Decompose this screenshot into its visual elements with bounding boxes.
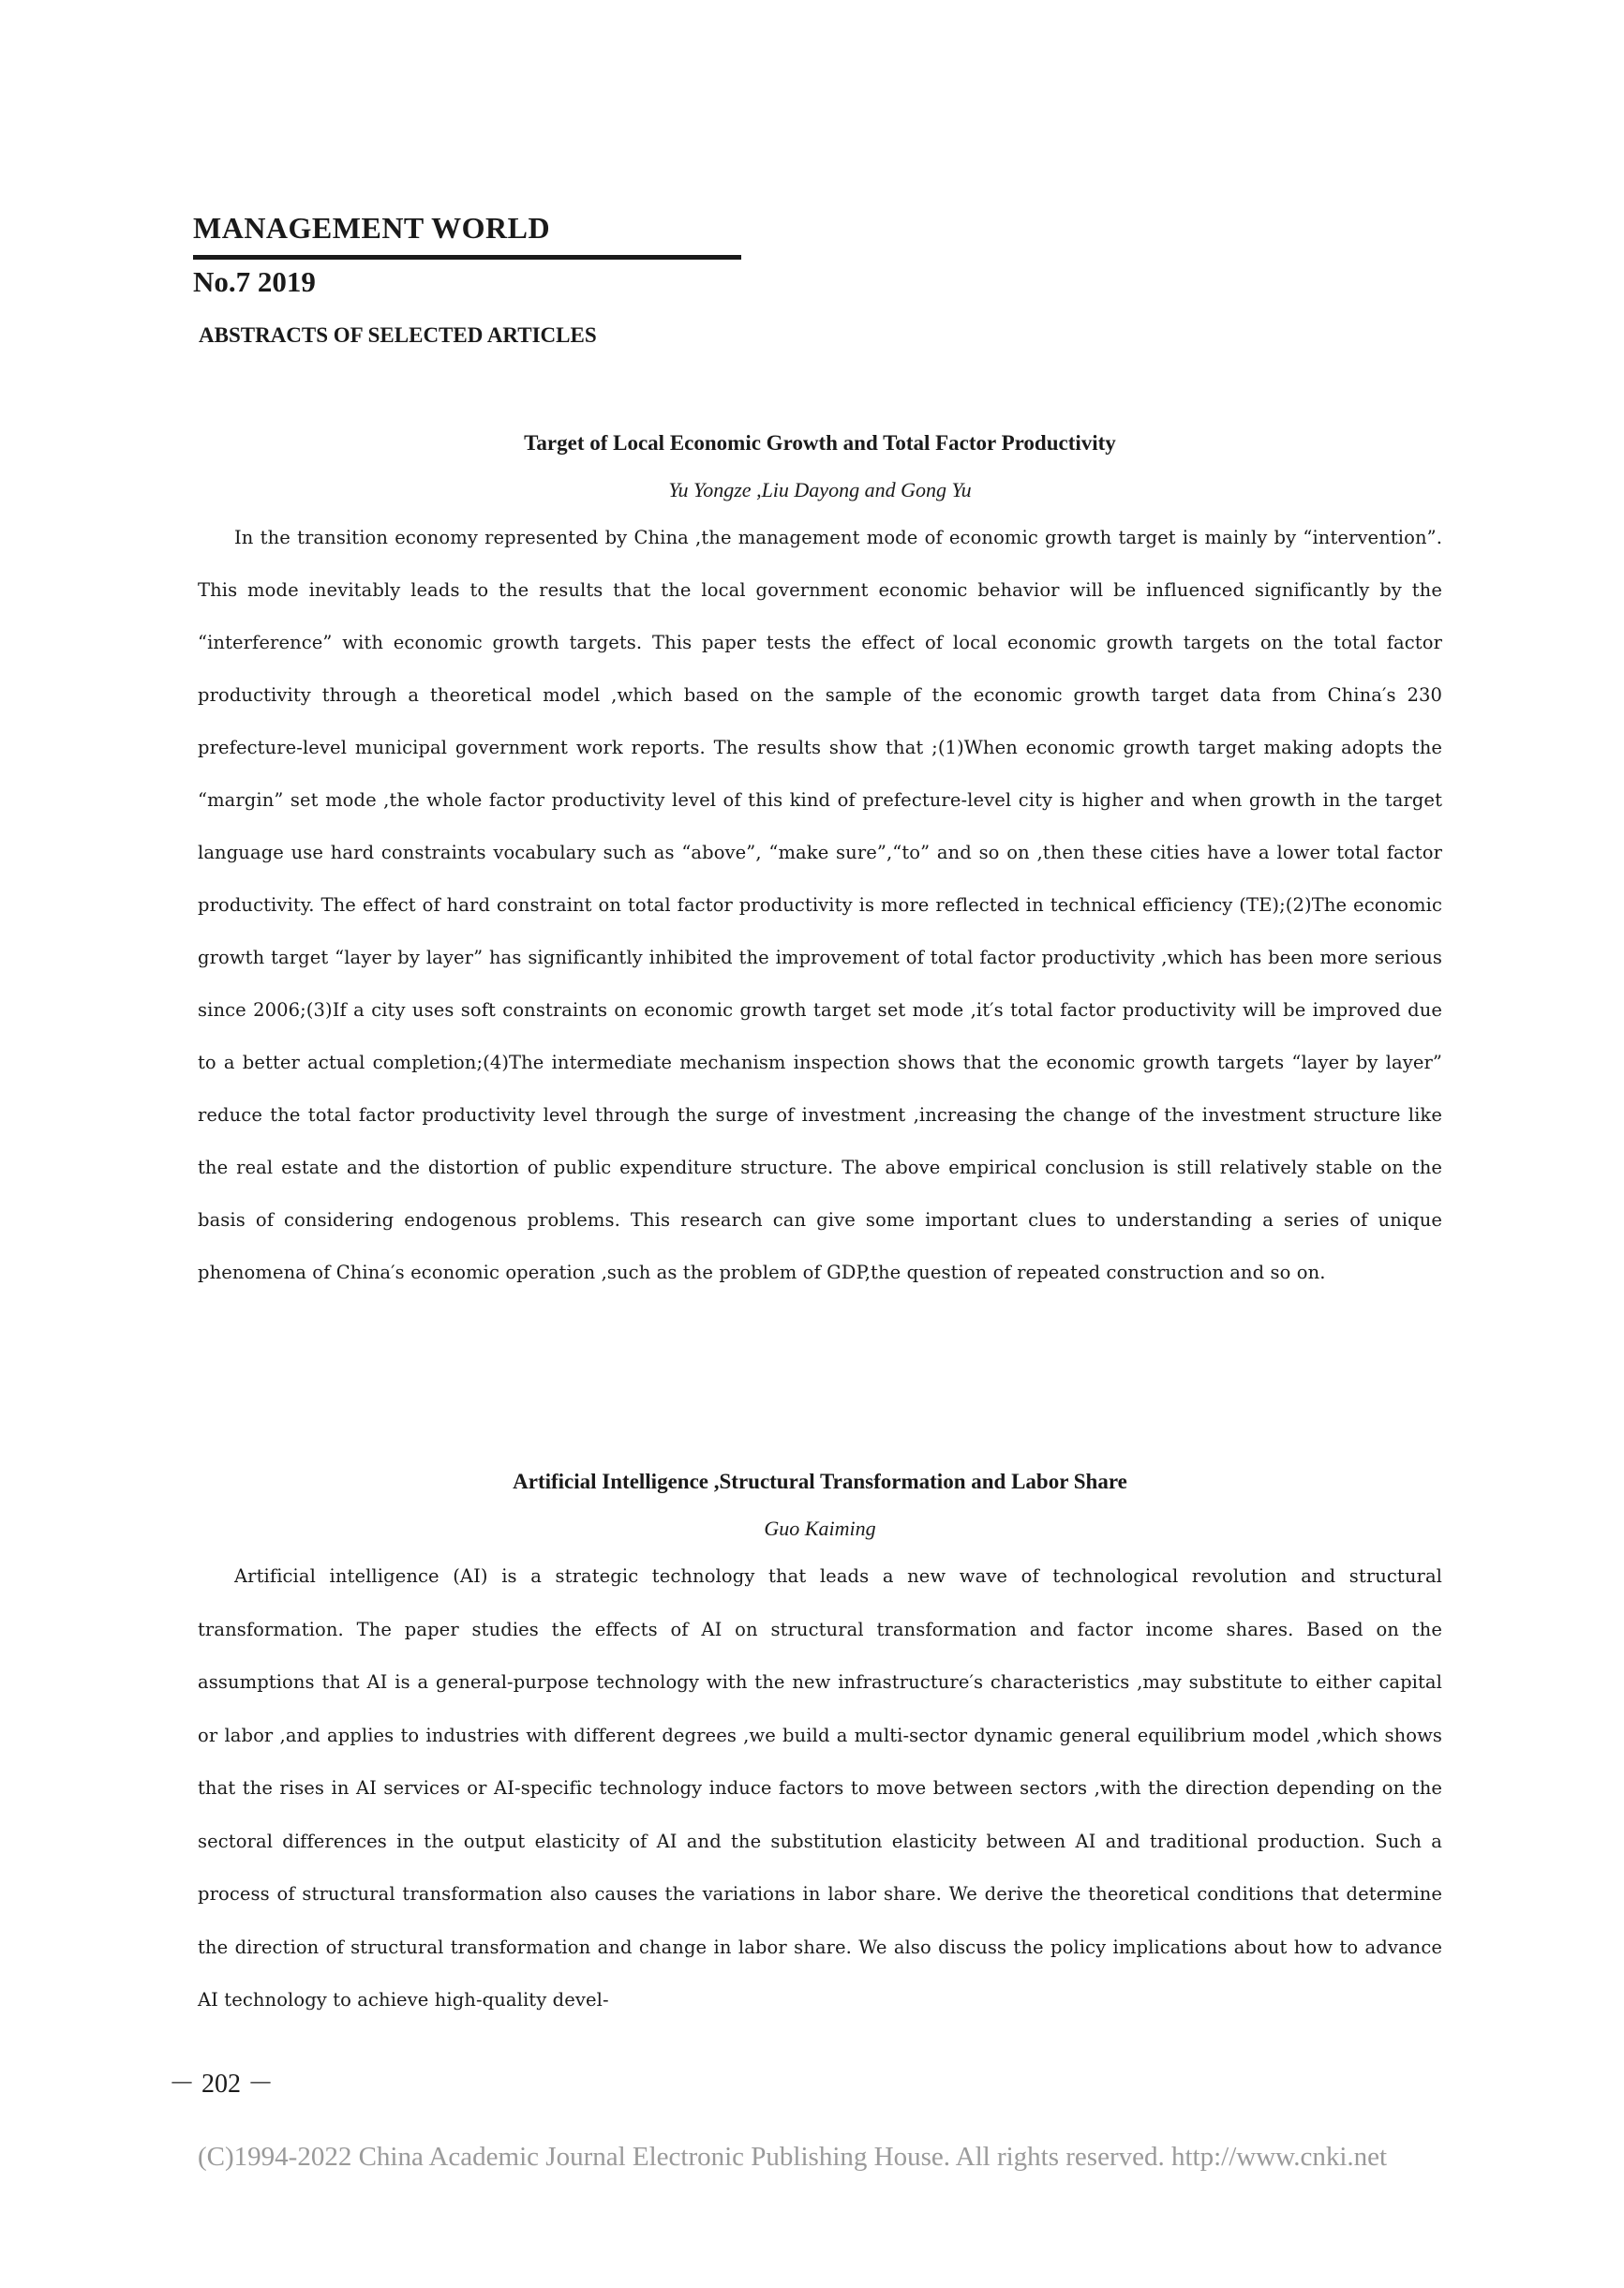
article-abstract: Artificial intelligence (AI) is a strategic technology that leads a new wave of technological revolution and structural transformation. The paper studies the effects of AI on structural transformation and factor income shares. Based on the assumptions that AI is a general-purpose technology with the new infrastructure′s characteristics ,may substitute to either capital or labor ,and applies to industries with different degrees ,we build a multi-sector dynamic general equilibrium model ,which shows that the rises in AI services or AI-specific technology induce factors to move between sectors ,with the direction depending on the sectoral differences in the output elasticity of AI and the substitution elasticity between AI and traditional production. Such a process of structural transformation also causes the variations in labor share. We derive the theoretical conditions that determine the direction of structural transformation and change in labor share. We also discuss the policy implications about how to advance AI technology to achieve high-quality devel-	[198, 1565, 1442, 2011]
journal-name: MANAGEMENT WORLD	[193, 211, 551, 245]
section-title: ABSTRACTS OF SELECTED ARTICLES	[199, 323, 597, 347]
article-1	[198, 427, 1442, 1299]
page-number: － 202 －	[169, 2070, 275, 2099]
article-abstract: In the transition economy represented by China ,the management mode of economic growth target is mainly by “intervention”. This mode inevitably leads to the results that the local government economic behavior will be influenced significantly by the “interference” with economic growth targets. This paper tests the effect of local economic growth targets on the total factor productivity through a theoretical model ,which based on the sample of the economic growth target data from China′s 230 prefecture-level municipal government work reports. The results show that ;(1)When economic growth target making adopts the “margin” set mode ,the whole factor productivity level of this kind of prefecture-level city is higher and when growth in the target language use hard constraints vocabulary such as “above”, “make sure”,“to” and so on ,then these cities have a lower total factor productivity. The effect of hard constraint on total factor productivity is more reflected in technical efficiency (TE);(2)The economic growth target “layer by layer” has significantly inhibited the improvement of total factor productivity ,which has been more serious since 2006;(3)If a city uses soft constraints on economic growth target set mode ,it′s total factor productivity will be improved due to a better actual completion;(4)The intermediate mechanism inspection shows that the economic growth targets “layer by layer” reduce the total factor productivity level through the surge of investment ,increasing the change of the investment structure like the real estate and the distortion of public expenditure structure. The above empirical conclusion is still relatively stable on the basis of considering endogenous problems. This research can give some important clues to understanding a series of unique phenomena of China′s economic operation ,such as the problem of GDP,the question of repeated construction and so on.	[198, 527, 1442, 1283]
article-title: Target of Local Economic Growth and Total Factor Productivity	[524, 431, 1116, 455]
issue-number: No.7 2019	[193, 265, 316, 298]
article-authors: Guo Kaiming	[764, 1517, 876, 1540]
article-title: Artificial Intelligence ,Structural Transformation and Labor Share	[513, 1470, 1127, 1493]
journal-name-underline	[193, 255, 741, 260]
copyright-footer: (C)1994-2022 China Academic Journal Electronic Publishing House. All rights reserved. http://www.cnki.net	[198, 2142, 1388, 2172]
article-authors: Yu Yongze ,Liu Dayong and Gong Yu	[668, 478, 972, 501]
article-2	[198, 1466, 1442, 2027]
